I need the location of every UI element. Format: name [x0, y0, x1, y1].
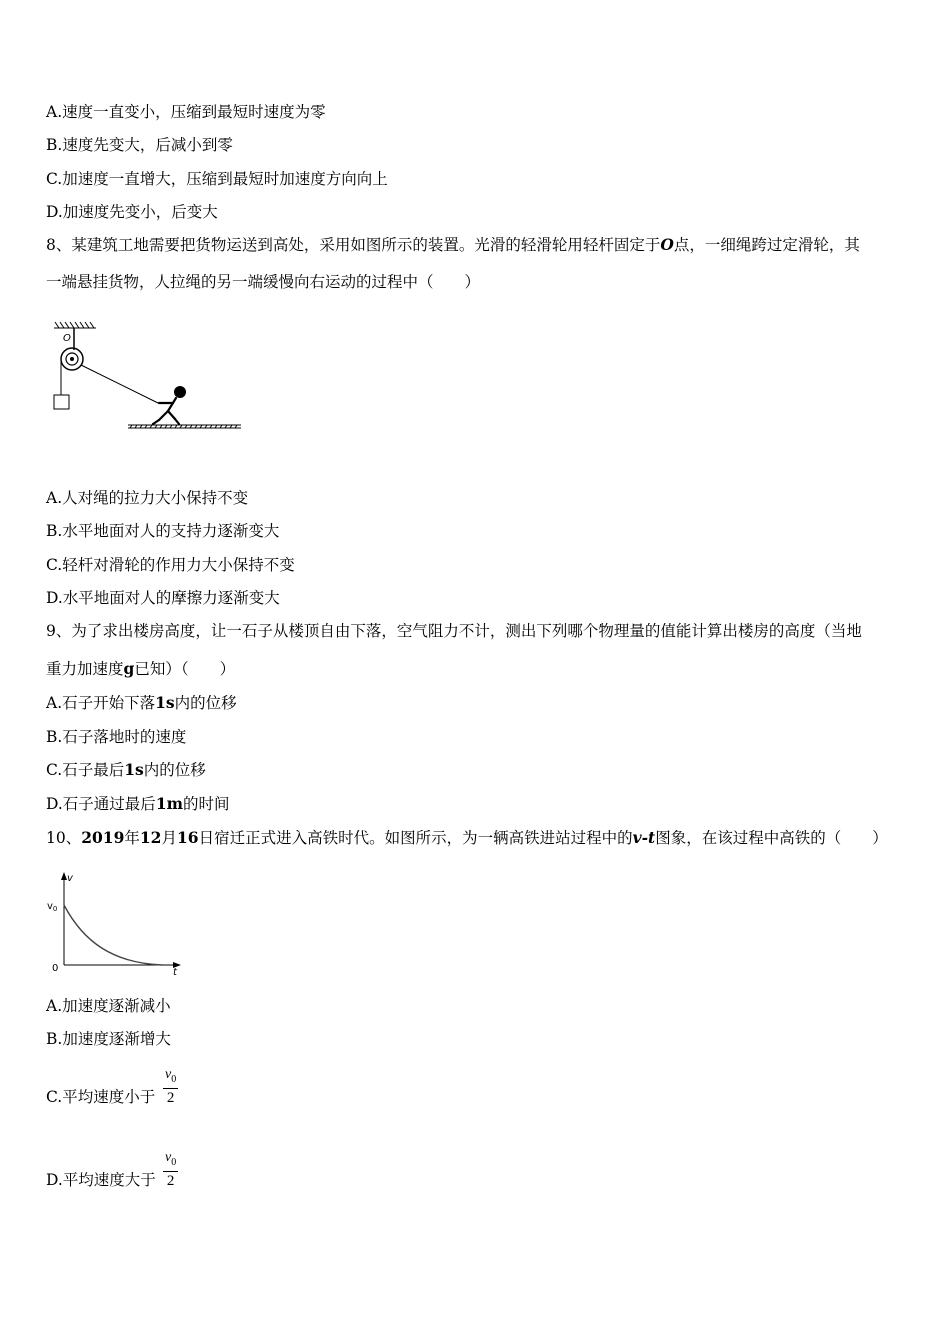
v-axis-label: v: [67, 873, 73, 884]
point-o-label: O: [63, 333, 71, 344]
person: [153, 386, 186, 424]
pulley-figure: [46, 318, 246, 436]
q8-stem-part2: 点，一细绳跨过定滑轮，其: [673, 236, 860, 254]
q9-stem-line1: 9、为了求出楼房高度，让一石子从楼顶自由下落，空气阻力不计，测出下列哪个物理量的值能计算出楼房的高度（当地: [46, 622, 862, 640]
v0-over-2-fraction-d: $\frac{v_0}{2}$: [165, 1150, 177, 1189]
q9-stem-line2: 重力加速度g已知）（ ）: [46, 659, 236, 678]
q7-option-c: C.加速度一直增大，压缩到最短时加速度方向向上: [46, 170, 388, 188]
ceiling: [54, 322, 96, 328]
q8-option-c: C.轻杆对滑轮的作用力大小保持不变: [46, 556, 295, 574]
v0-label: $v_0$: [47, 901, 58, 913]
q8-point: O: [660, 235, 674, 254]
q10-stem: 10、2019年12月16日宿迁正式进入高铁时代。如图所示，为一辆高铁进站过程中的v-t图象，在该过程中高铁的（ ）: [46, 828, 888, 847]
q10-option-d: D.平均速度大于: [46, 1171, 156, 1189]
rope-diagonal: [81, 365, 158, 403]
q8-stem-line1: [46, 235, 860, 255]
q8-option-d: D.水平地面对人的摩擦力逐渐变大: [46, 589, 280, 607]
q8-stem-line2: 一端悬挂货物，人拉绳的另一端缓慢向右运动的过程中（ ）: [46, 273, 481, 291]
q9-option-b: B.石子落地时的速度: [46, 728, 187, 746]
q7-option-b: B.速度先变大，后减小到零: [46, 136, 233, 154]
t-axis-label: t: [173, 967, 177, 978]
q8-option-a: A.人对绳的拉力大小保持不变: [46, 489, 249, 507]
q10-option-c: C.平均速度小于: [46, 1088, 156, 1106]
q9-option-a: A.石子开始下落1s内的位移: [46, 693, 237, 712]
vt-graph: [44, 868, 189, 978]
q10-option-a: A.加速度逐渐减小: [46, 997, 171, 1015]
ground: [128, 425, 241, 428]
q10-option-b: B.加速度逐渐增大: [46, 1030, 171, 1048]
vt-curve: [64, 905, 162, 965]
q8-option-b: B.水平地面对人的支持力逐渐变大: [46, 522, 280, 540]
q7-option-a: A.速度一直变小，压缩到最短时速度为零: [46, 103, 326, 121]
q8-stem-part1: 8、某建筑工地需要把货物运送到高处，采用如图所示的装置。光滑的轻滑轮用轻杆固定于: [46, 236, 661, 254]
q9-option-c: C.石子最后1s内的位移: [46, 760, 206, 779]
q7-option-d: D.加速度先变小，后变大: [46, 203, 218, 221]
v0-over-2-fraction-c: $\frac{v_0}{2}$: [165, 1067, 177, 1106]
gravity-symbol: g: [123, 659, 135, 678]
origin-label: 0: [52, 963, 59, 974]
cargo-box: [54, 395, 69, 409]
q9-option-d: D.石子通过最后1m的时间: [46, 794, 230, 813]
